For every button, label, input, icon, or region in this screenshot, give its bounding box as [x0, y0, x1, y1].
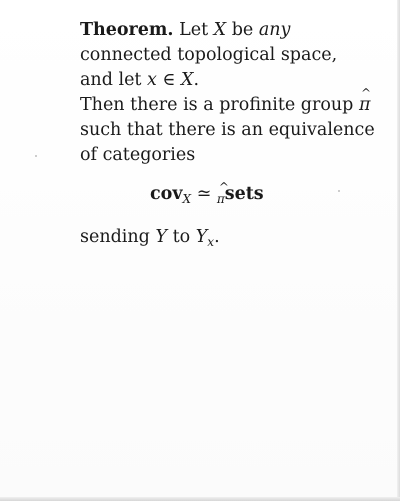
element-of-symbol: ∈ — [156, 70, 181, 90]
conclusion-text: to — [167, 227, 196, 247]
theorem-line-1 — [80, 18, 390, 43]
theorem-text: and let — [80, 70, 148, 90]
theorem-line-3 — [80, 68, 390, 93]
formula-lhs: cov — [150, 184, 183, 204]
math-variable: X — [181, 70, 194, 90]
theorem-text: be — [226, 20, 259, 40]
formula-relation: ≃ — [191, 184, 217, 204]
theorem-block — [80, 18, 390, 168]
theorem-text: Let — [179, 20, 214, 40]
theorem-line-6: of categories — [80, 145, 196, 165]
theorem-line-4 — [80, 93, 390, 118]
math-variable: X — [213, 20, 227, 40]
formula-lhs-subscript: X — [182, 192, 192, 206]
punctuation: . — [214, 227, 220, 247]
formula-rhs-subscript: ^ π — [217, 192, 225, 206]
punctuation: . — [193, 70, 200, 90]
math-variable: Y — [195, 227, 208, 247]
theorem-heading: Theorem. — [80, 20, 174, 40]
theorem-text: Then there is a profinite group — [80, 95, 359, 115]
formula-rhs: sets — [224, 184, 264, 204]
math-subscript: x — [207, 235, 215, 249]
conclusion-text: sending — [80, 227, 156, 247]
math-variable: Y — [155, 227, 168, 247]
page-bottom-shadow — [0, 497, 400, 501]
theorem-line-5: such that there is an equivalence — [80, 120, 375, 140]
emphasis-text: any — [258, 20, 291, 40]
math-variable: x — [147, 70, 157, 90]
equivalence-formula — [150, 184, 264, 206]
theorem-line-2: connected topological space, — [80, 45, 338, 65]
paper-speck — [338, 190, 340, 192]
conclusion-line — [80, 227, 220, 249]
paper-speck — [35, 155, 37, 157]
profinite-group-symbol: ^ π — [359, 93, 371, 118]
